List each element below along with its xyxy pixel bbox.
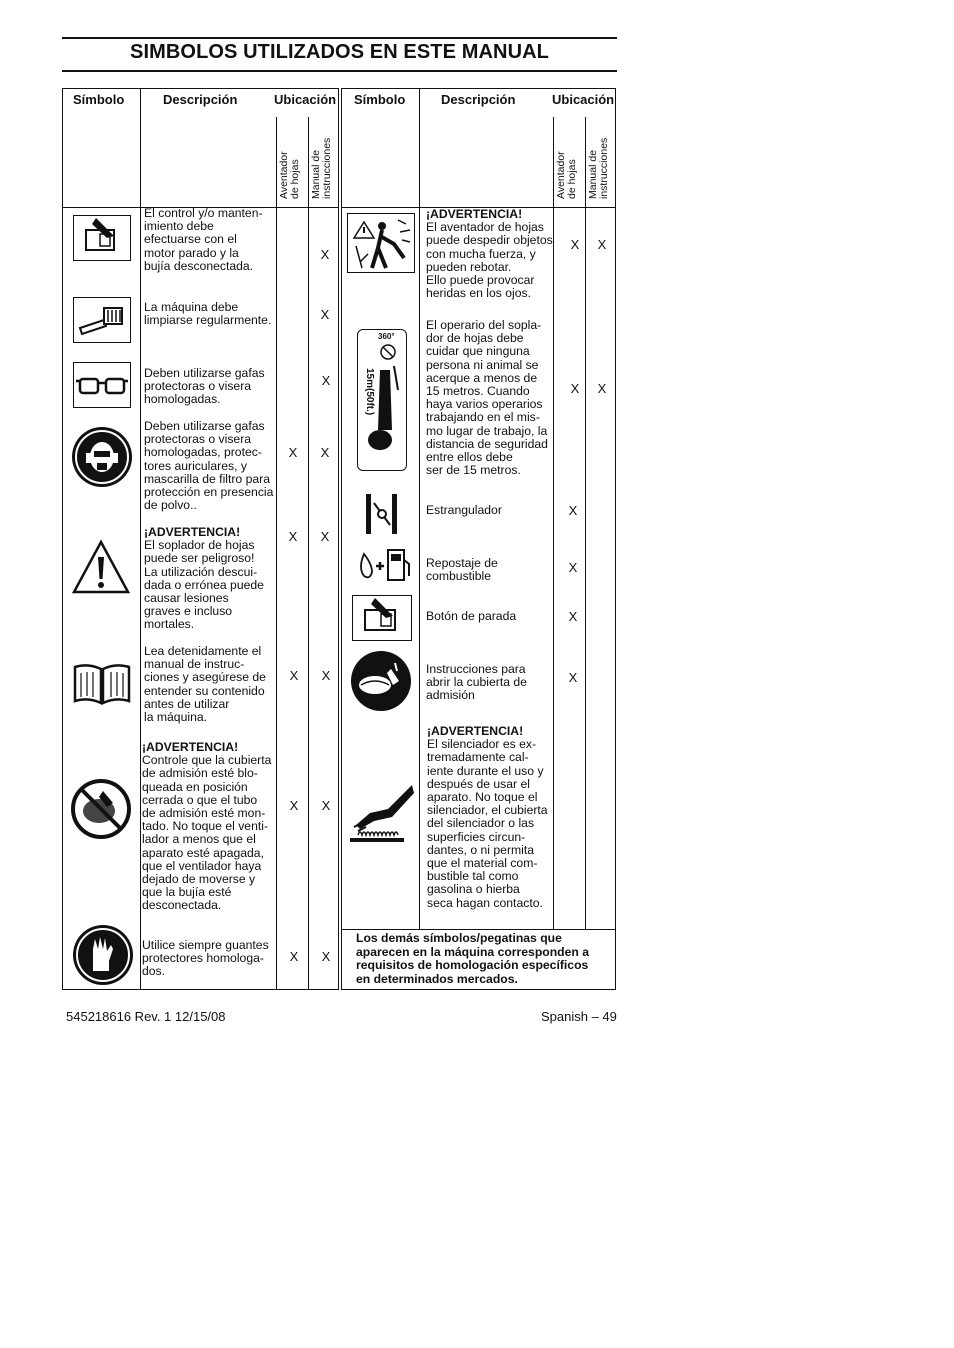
left-row-7-blower-mark: X [289, 798, 299, 813]
intake-cover-icon [351, 651, 411, 711]
left-row-8-description: Utilice siempre guantes protectores homologa- dos. [142, 938, 269, 979]
right-row-4-blower-mark: X [568, 560, 578, 575]
left-row-7-description [142, 741, 271, 913]
header-symbol: Símbolo [73, 92, 125, 107]
safety-glasses-icon [73, 362, 131, 408]
left-row-3-manual-mark: X [321, 373, 331, 388]
right-row-2-blower-mark: X [570, 381, 580, 396]
right-row-1-heading: ¡ADVERTENCIA! [426, 207, 523, 221]
left-row-4-blower-mark: X [288, 445, 298, 460]
header-description: Descripción [163, 92, 238, 107]
left-row-6-blower-mark: X [289, 668, 299, 683]
right-row-1-manual-mark: X [597, 237, 607, 252]
right-row-7-description [427, 725, 548, 910]
left-row-1-description: El control y/o manten- imiento debe efectuarse con el motor parado y la bujía desconectada. [144, 206, 263, 273]
left-row-5-heading: ¡ADVERTENCIA! [144, 525, 241, 539]
choke-icon [364, 493, 400, 535]
gloves-icon [73, 925, 133, 985]
right-row-1-blower-mark: X [570, 237, 580, 252]
left-row-5-description [144, 526, 264, 632]
left-row-7-heading: ¡ADVERTENCIA! [142, 740, 239, 754]
right-row-6-description: Instrucciones para abrir la cubierta de admisión [426, 662, 527, 703]
hot-muffler-icon [348, 783, 414, 845]
homologation-note: Los demás símbolos/pegatinas que aparecen en la máquina corresponden a requisitos de homologación específicos en determinados mercados. [356, 931, 589, 986]
left-row-6-manual-mark: X [321, 668, 331, 683]
left-row-3-description: Deben utilizarse gafas protectoras o visera homologadas. [144, 366, 265, 407]
right-row-2-manual-mark: X [597, 381, 607, 396]
head-protection-icon [72, 427, 132, 487]
left-row-6-description: Lea detenidamente el manual de instruc- ciones y asegúrese de entender su contenido antes de utilizar la máquina. [144, 644, 266, 725]
safety-distance-range-label: 15m(50ft.) [364, 368, 375, 416]
left-row-8-manual-mark: X [321, 949, 331, 964]
right-row-3-description: Estrangulador [426, 503, 502, 517]
footer-page-number: Spanish – 49 [541, 1009, 617, 1024]
stop-button-icon [352, 595, 412, 641]
header-col-manual-right: Manual de instrucciones [587, 137, 610, 199]
right-row-1-description [426, 208, 553, 300]
right-row-4-description: Repostaje de combustible [426, 556, 498, 584]
header-col-blower: Aventador de hojas [278, 151, 301, 199]
thrown-objects-icon [347, 213, 415, 273]
header-location: Ubicación [274, 92, 337, 107]
header-col-manual: Manual de instrucciones [310, 137, 333, 199]
open-manual-icon [71, 659, 133, 707]
header-description-right: Descripción [441, 92, 516, 107]
brush-cleaning-icon [73, 297, 131, 343]
header-location-right: Ubicación [552, 92, 615, 107]
right-row-1-text: El aventador de hojas puede despedir objetos con mucha fuerza, y pueden rebotar. Ello puede provocar heridas en los ojos. [426, 220, 553, 301]
left-row-4-description: Deben utilizarse gafas protectoras o visera homologadas, protec- tores auriculares, y mascarilla de filtro para protección en presencia de polvo.. [144, 419, 274, 513]
engine-stop-switch-icon [73, 215, 131, 261]
footer-doc-info: 545218616 Rev. 1 12/15/08 [66, 1009, 226, 1024]
right-row-3-blower-mark: X [568, 503, 578, 518]
right-symbol-table [341, 88, 616, 990]
left-row-4-manual-mark: X [320, 445, 330, 460]
left-row-7-text: Controle que la cubierta de admisión esté blo- queada en posición cerrada o que el tubo de admisión esté mon- tado. No toque el venti- lador a menos que el aparato esté apagada, que el ventilador haya dejado de moverse y que la bujía esté desconectada. [142, 753, 272, 913]
left-row-5-manual-mark: X [320, 529, 330, 544]
left-row-2-manual-mark: X [320, 307, 330, 322]
warning-triangle-icon [71, 539, 131, 595]
right-row-2-description: El operario del sopla- dor de hojas debe cuidar que ninguna persona ni animal se acerque a menos de 15 metros. Cuando haya varios operarios trabajando en el mis- mo lugar de trabajo, la distancia de seguridad entre ellos debe ser de 15 metros. [426, 318, 548, 478]
top-rule [62, 37, 617, 39]
left-row-1-manual-mark: X [320, 247, 330, 262]
header-col-blower-right: Aventador de hojas [555, 151, 578, 199]
right-row-7-heading: ¡ADVERTENCIA! [427, 724, 524, 738]
left-row-8-blower-mark: X [289, 949, 299, 964]
left-row-7-manual-mark: X [321, 798, 331, 813]
title-underline [62, 70, 617, 72]
page-title: SIMBOLOS UTILIZADOS EN ESTE MANUAL [130, 41, 549, 63]
right-row-5-blower-mark: X [568, 609, 578, 624]
left-symbol-table [62, 88, 339, 990]
header-symbol-right: Símbolo [354, 92, 406, 107]
fuel-icon [356, 546, 412, 584]
right-row-6-blower-mark: X [568, 670, 578, 685]
left-row-5-blower-mark: X [288, 529, 298, 544]
no-hand-intake-icon [69, 777, 133, 841]
safety-distance-angle-label: 360° [378, 332, 395, 341]
safety-distance-icon [357, 329, 407, 471]
right-row-7-text: El silenciador es ex- tremadamente cal- iente durante el uso y después de usar el aparato. No toque el silenciador, el cubierta del silenciador o las superficies circun- dantes, o ni permita que el material com- bustible tal como gasolina o hierba seca hagan contacto. [427, 737, 548, 910]
right-row-5-description: Botón de parada [426, 609, 517, 623]
left-row-5-text: El soplador de hojas puede ser peligroso! La utilización descui- dada o errónea puede causar lesiones graves e incluso mortales. [144, 538, 264, 632]
left-row-2-description: La máquina debe limpiarse regularmente. [144, 300, 272, 328]
